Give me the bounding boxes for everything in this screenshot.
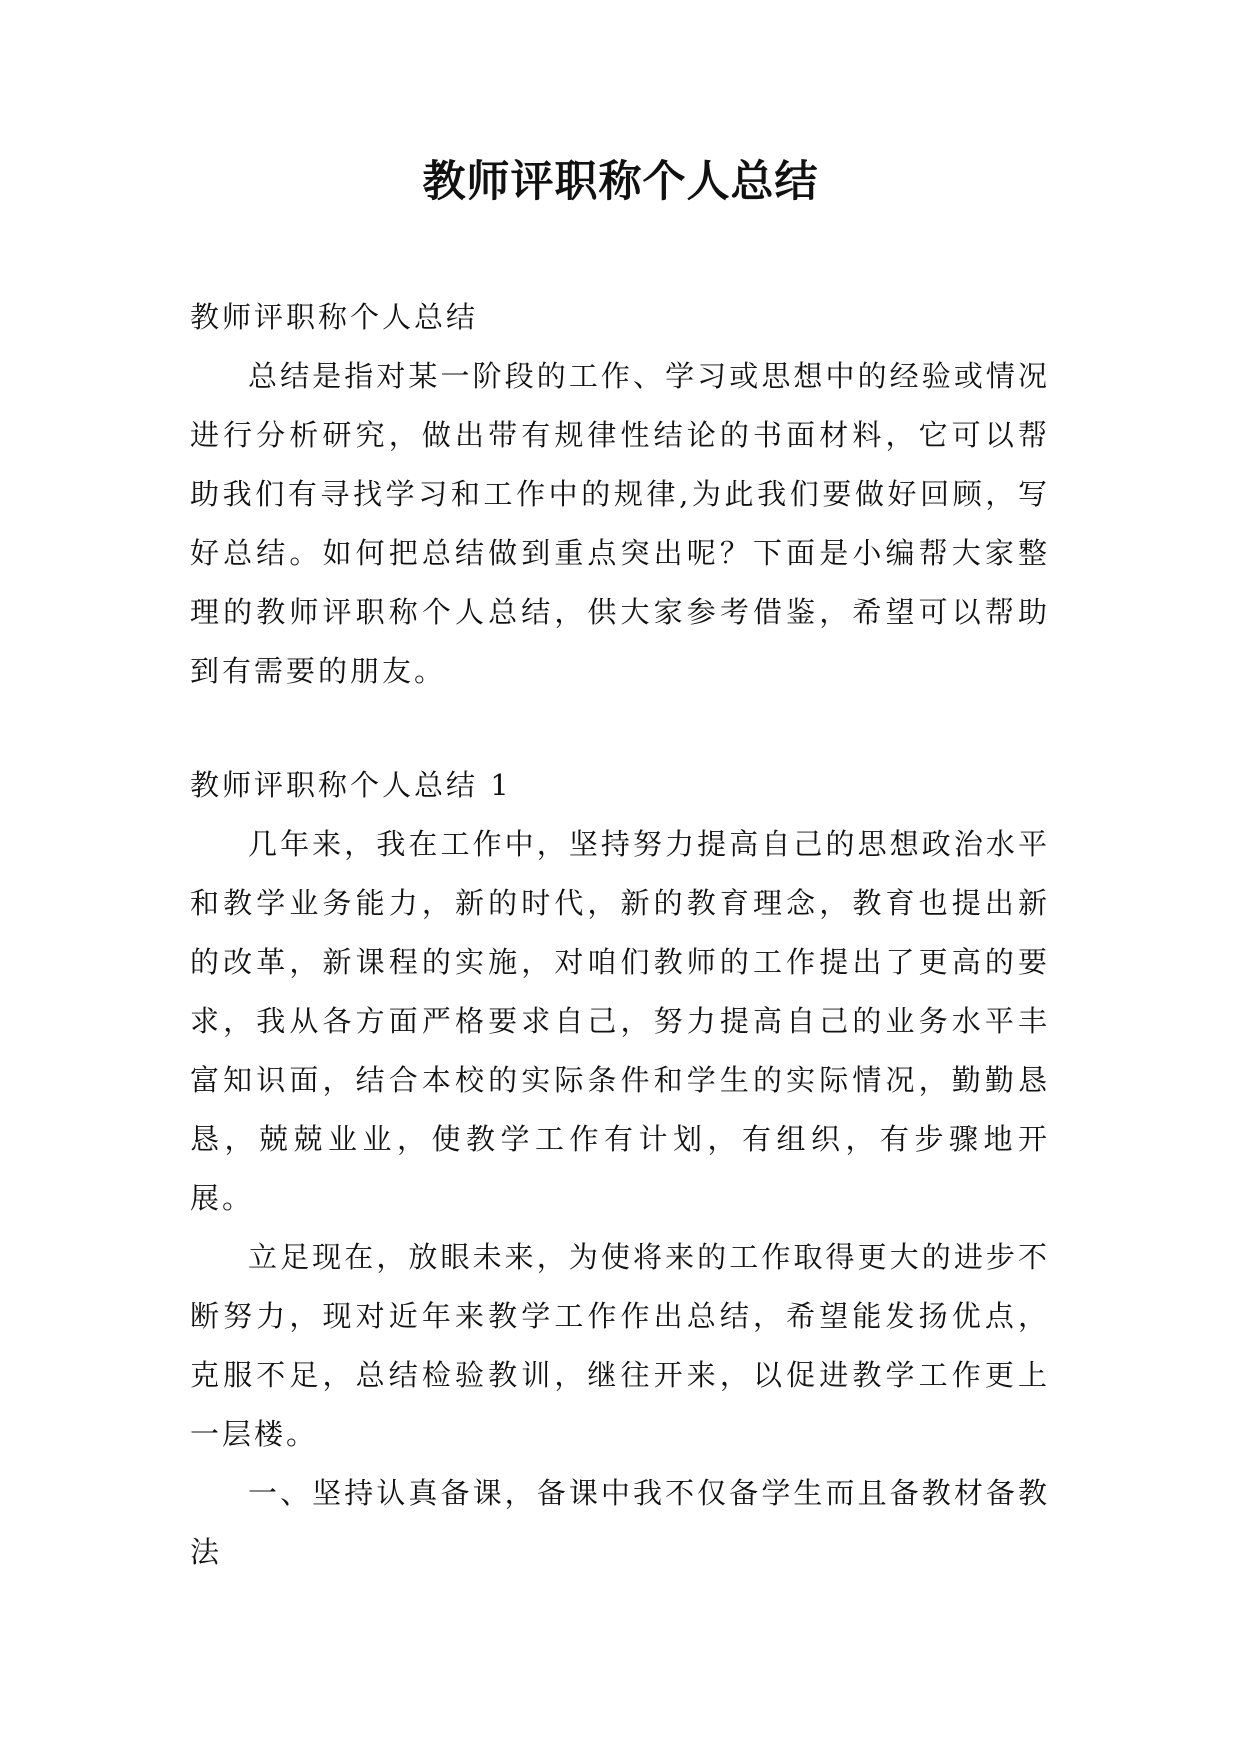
section-1-heading: 教师评职称个人总结 1 [190,768,512,802]
intro-paragraph: 总结是指对某一阶段的工作、学习或思想中的经验或情况进行分析研究，做出带有规律性结论的书面材料，它可以帮助我们有寻找学习和工作中的规律,为此我们要做好回顾，写好总结。如何把总结做到重点突出呢？下面是小编帮大家整理的教师评职称个人总结，供大家参考借鉴，希望可以帮助到有需要的朋友。 [190,359,1050,688]
intro-heading: 教师评职称个人总结 [190,300,479,334]
section-1-paragraph-2: 立足现在，放眼未来，为使将来的工作取得更大的进步不断努力，现对近年来教学工作作出总结，希望能发扬优点，克服不足，总结检验教训，继往开来，以促进教学工作更上一层楼。 [190,1240,1050,1451]
section-spacer [190,701,1050,756]
section-1-paragraph-3: 一、坚持认真备课，备课中我不仅备学生而且备教材备教法 [190,1476,1050,1569]
document-body [190,288,1050,1582]
section-1-paragraph-1: 几年来，我在工作中，坚持努力提高自己的思想政治水平和教学业务能力，新的时代，新的教育理念，教育也提出新的改革，新课程的实施，对咱们教师的工作提出了更高的要求，我从各方面严格要求自己，努力提高自己的业务水平丰富知识面，结合本校的实际条件和学生的实际情况，勤勤恳恳，兢兢业业，使教学工作有计划，有组织，有步骤地开展。 [190,827,1050,1215]
document-title: 教师评职称个人总结 [422,157,819,207]
